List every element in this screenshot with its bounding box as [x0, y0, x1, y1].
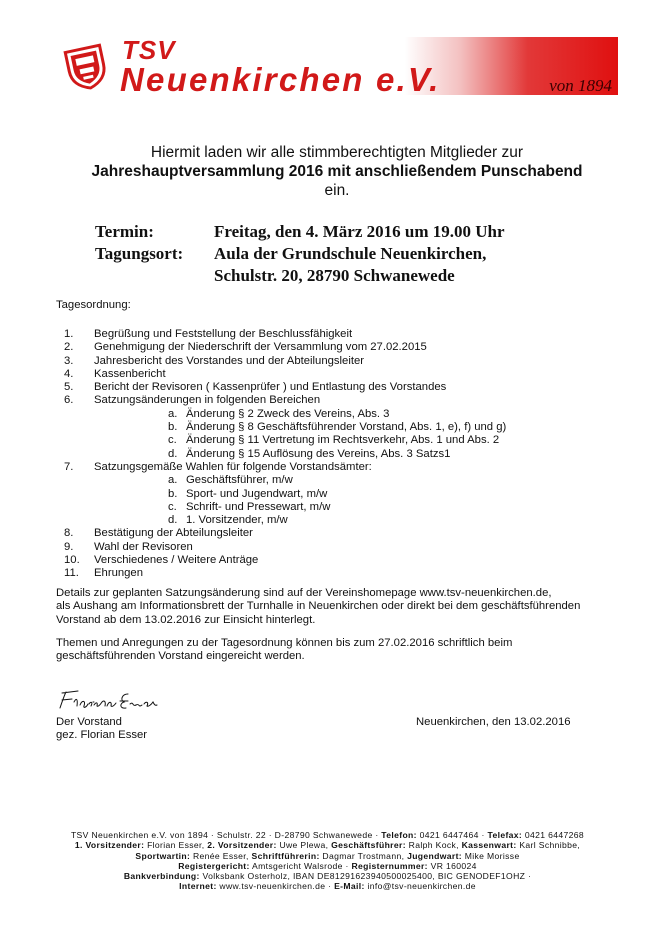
agenda-subitem-letter: d. — [168, 514, 178, 527]
agenda-item-number: 6. — [64, 394, 74, 407]
agenda-subitem-text: Schrift- und Pressewart, m/w — [186, 500, 331, 513]
club-short-name: TSV — [122, 35, 176, 65]
agenda-item-text: Satzungsänderungen in folgenden Bereichen — [94, 394, 321, 407]
signed-by: gez. Florian Esser — [56, 729, 148, 742]
footer — [20, 830, 635, 892]
agenda-subitem-letter: b. — [168, 487, 178, 500]
agenda-subitem-text: Änderung § 15 Auflösung des Vereins, Abs. 3 Satzs1 — [186, 447, 451, 460]
agenda-item-text: Satzungsgemäße Wahlen für folgende Vorstandsämter: — [94, 460, 372, 473]
meeting-title: Jahreshauptversammlung 2016 mit anschließendem Punschabend — [91, 163, 583, 180]
agenda-item-text: Verschiedenes / Weitere Anträge — [94, 554, 259, 567]
date-label: Termin: — [95, 222, 154, 241]
agenda-item-number: 8. — [64, 527, 74, 540]
agenda-item-text: Wahl der Revisoren — [94, 540, 193, 553]
agenda-item-text: Kassenbericht — [94, 367, 166, 380]
invitation-line-end: ein. — [324, 182, 350, 199]
footer-manager-label: Geschäftsführer: — [331, 840, 406, 851]
agenda-list — [64, 328, 604, 581]
agenda-item-number: 7. — [64, 460, 74, 473]
agenda-subitem-text: Änderung § 2 Zweck des Vereins, Abs. 3 — [186, 407, 390, 420]
footer-bank-label: Bankverbindung: — [123, 871, 200, 882]
paragraph-line: geschäftsführenden Vorstand eingereicht werden. — [56, 650, 305, 663]
agenda-item — [64, 527, 604, 540]
footer-writer: Dagmar Trostmann, — [322, 850, 405, 861]
footer-mail-link[interactable]: info@tsv-neuenkirchen.de — [367, 881, 476, 892]
agenda-item — [64, 554, 604, 567]
footer-line-1: TSV Neuenkirchen e.V. von 1894 · Schulstr. 22 · D-28790 Schwanewede · Telefon: 0421 6447464 · Telefax: 0421 6447268 — [70, 830, 585, 840]
footer-chair2-label: 2. Vorsitzender: — [207, 840, 277, 851]
agenda-item — [64, 461, 604, 474]
agenda-item-number: 5. — [64, 381, 74, 394]
venue-line-1: Aula der Grundschule Neuenkirchen, — [214, 244, 487, 263]
date-value: Freitag, den 4. März 2016 um 19.00 Uhr — [214, 222, 505, 241]
agenda-subitem — [64, 408, 604, 421]
footer-regnum-label: Registernummer: — [351, 860, 428, 871]
venue-line-2: Schulstr. 20, 28790 Schwanewede — [214, 266, 455, 285]
agenda-item-text: Bestätigung der Abteilungsleiter — [94, 527, 253, 540]
footer-chair2: Uwe Plewa, — [279, 840, 329, 851]
footer-fax: 0421 6447268 — [524, 830, 585, 840]
signature-block — [56, 716, 147, 743]
invitation-line: Hiermit laden wir alle stimmberechtigten Mitglieder zur — [150, 144, 524, 161]
letterhead — [56, 35, 618, 98]
agenda-subitem — [64, 434, 604, 447]
footer-regnum: VR 160024 — [430, 860, 477, 871]
agenda-item-number: 11. — [64, 567, 79, 580]
agenda-subitem-text: Änderung § 11 Vertretung im Rechtsverkehr, Abs. 1 und Abs. 2 — [186, 434, 500, 447]
footer-treasurer: Karl Schnibbe, — [519, 840, 581, 851]
details-paragraph — [56, 587, 616, 627]
club-founding-year: von 1894 — [549, 76, 612, 95]
footer-web-label: Internet: — [179, 881, 217, 892]
agenda-item — [64, 355, 604, 368]
footer-phone: 0421 6447464 — [419, 830, 479, 840]
board-label: Der Vorstand — [56, 716, 122, 728]
agenda-subitem — [64, 501, 604, 514]
footer-line-5 — [20, 871, 635, 881]
footer-line-3 — [20, 851, 635, 861]
agenda-item-number: 2. — [64, 341, 74, 354]
footer-line-2 — [20, 840, 635, 850]
agenda-item-number: 10. — [64, 554, 80, 567]
footer-court: Amtsgericht Walsrode · — [252, 860, 349, 871]
agenda-item-number: 9. — [64, 540, 74, 553]
agenda-subitem — [64, 514, 604, 527]
agenda-item — [64, 341, 604, 354]
agenda-item — [64, 567, 604, 580]
agenda-item — [64, 368, 604, 381]
agenda-subitem — [64, 488, 604, 501]
agenda-item-number: 1. — [64, 328, 74, 340]
agenda-item-text: Genehmigung der Niederschrift der Versammlung vom 27.02.2015 — [94, 341, 427, 354]
agenda-subitem-letter: c. — [168, 434, 177, 447]
footer-chair1: Florian Esser, — [147, 840, 205, 851]
agenda-item-text: Jahresbericht des Vorstandes und der Abteilungsleiter — [94, 354, 365, 367]
footer-sport-label: Sportwartin: — [135, 850, 191, 861]
footer-mail-label: E-Mail: — [334, 881, 365, 892]
agenda-subitem-text: Änderung § 8 Geschäftsführender Vorstand, Abs. 1, e), f) und g) — [186, 421, 507, 434]
agenda-subitem-letter: a. — [168, 474, 178, 487]
agenda-subitem — [64, 448, 604, 461]
agenda-subitem — [64, 421, 604, 434]
footer-youth-label: Jugendwart: — [407, 850, 463, 861]
agenda-item — [64, 394, 604, 407]
handwritten-signature-icon — [56, 688, 166, 714]
footer-web-link[interactable]: www.tsv-neuenkirchen.de · — [219, 881, 332, 892]
agenda-item — [64, 328, 604, 341]
footer-line-6 — [20, 881, 635, 891]
agenda-subitem-text: Sport- und Jugendwart, m/w — [186, 487, 328, 500]
footer-address: TSV Neuenkirchen e.V. von 1894 · Schulstr. 22 · D-28790 Schwanewede · — [70, 830, 379, 840]
agenda-item-number: 4. — [64, 367, 74, 380]
footer-bank: Volksbank Osterholz, IBAN DE81291623940500025400, BIC GENODEF1OHZ · — [202, 871, 532, 882]
agenda-subitem-text: Geschäftsführer, m/w — [186, 474, 293, 487]
footer-phone-label: Telefon: — [381, 830, 417, 840]
agenda-subitem-letter: c. — [168, 500, 177, 513]
footer-writer-label: Schriftführerin: — [251, 850, 320, 861]
agenda-item — [64, 381, 604, 394]
agenda-subitem-text: 1. Vorsitzender, m/w — [186, 514, 288, 527]
agenda-item-text: Bericht der Revisoren ( Kassenprüfer ) und Entlastung des Vorstandes — [94, 381, 447, 394]
agenda-subitem — [64, 474, 604, 487]
footer-manager: Ralph Kock, — [408, 840, 459, 851]
paragraph-line: als Aushang am Informationsbrett der Turnhalle in Neuenkirchen oder direkt bei dem geschäftsführenden — [56, 600, 581, 613]
paragraph-line: Details zur geplanten Satzungsänderung sind auf der Vereinshomepage www.tsv-neuenkirchen.de, — [56, 587, 552, 599]
agenda-subitem-letter: a. — [168, 407, 178, 420]
submission-paragraph — [56, 637, 616, 664]
agenda-item-number: 3. — [64, 354, 74, 367]
agenda-item-text: Begrüßung und Feststellung der Beschlussfähigkeit — [94, 328, 353, 340]
footer-line-4 — [20, 861, 635, 871]
agenda-item — [64, 541, 604, 554]
paragraph-line: Vorstand ab dem 13.02.2016 zur Einsicht hinterlegt. — [56, 613, 316, 626]
club-name: Neuenkirchen e.V. — [120, 61, 441, 98]
footer-chair1-label: 1. Vorsitzender: — [74, 840, 145, 851]
footer-sport: Renée Esser, — [192, 850, 249, 861]
footer-treasurer-label: Kassenwart: — [461, 840, 517, 851]
footer-fax-label: Telefax: — [487, 830, 523, 840]
paragraph-line: Themen und Anregungen zu der Tagesordnung können bis zum 27.02.2016 schriftlich beim — [56, 637, 513, 649]
place-and-date: Neuenkirchen, den 13.02.2016 — [416, 716, 571, 728]
agenda-label: Tagesordnung: — [56, 299, 131, 311]
footer-youth: Mike Morisse — [464, 850, 520, 861]
agenda-item-text: Ehrungen — [94, 567, 143, 580]
agenda-subitem-letter: b. — [168, 421, 178, 434]
venue-label: Tagungsort: — [95, 244, 184, 263]
club-logo-icon — [58, 38, 114, 94]
footer-court-label: Registergericht: — [178, 860, 250, 871]
agenda-subitem-letter: d. — [168, 447, 178, 460]
